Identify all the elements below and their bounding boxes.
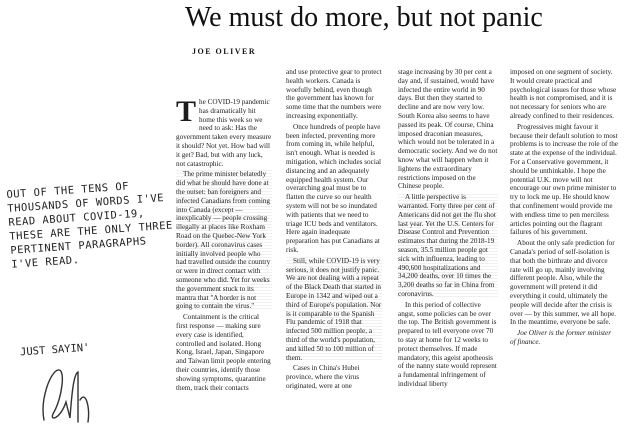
signature-scribble <box>36 360 96 430</box>
byline: JOE OLIVER <box>192 47 257 56</box>
paragraph: Containment is the critical first response — making sure every case is identified, controlled and isolated. Hong Kong, Israel, Japan, Singapore and Taiwan limit people entering their countries, identify those showing symptoms, quarantine them, track their contacts <box>176 313 271 392</box>
author-tagline: Joe Oliver is the former minister of finance. <box>510 329 612 346</box>
paragraph: Once hundreds of people have been infected, preventing more from coming in, while helpful, isn't enough. What is needed is mitigation, which includes social distancing and an adequately equipped health system. Our overarching goal must be to flatten the curve so our health system will not be so inundated with patients that we need to triage ICU beds and ventilators. Here again inadequate preparation has put Canadians at risk. <box>286 122 382 254</box>
paragraph: Progressives might favour it because their default solution to most problems is to increase the role of the state at the expense of the individual. For a Conservative government, it should be unthinkable. I hope the potential U.K. move will not encourage our own prime minister to try to lock me up. He should know that confinement would provide me with endless time to pen merciless articles pointing out the flagrant failures of his government. <box>510 122 618 237</box>
paragraph: About the only safe prediction for Canada's period of self-isolation is that both the birthrate and divorce rate will go up, mainly involving different people. Also, while the government will pretend it did everything it could, ultimately the people will decide after the crisis is over — by this summer, we all hope. In the meantime, everyone be safe. <box>510 239 617 327</box>
paragraph-highlighted: The prime minister belatedly did what he should have done at the outset: ban foreigners and infected Canadians from coming into Canada (except — inexplicably — people crossing illegally at places like Roxham Road on the Quebec-New York border). All coronavirus cases initially involved people who had travelled outside the country or were in direct contact with someone who did. Yet for weeks the government stuck to its mantra that "A border is not going to contain the virus." <box>176 170 271 311</box>
article-column-1 <box>176 98 272 444</box>
article-column-4 <box>510 68 618 444</box>
paragraph: stage increasing by 30 per cent a day and, if sustained, would have infected the entire world in 90 days. But then they started to decline and are now very low. South Korea also seems to have passed its peak. Of course, China imposed draconian measures, which would not be tolerated in a democratic society. And we do not know what will happen when it lightens the extraordinary restrictions imposed on the Chinese people. <box>398 68 498 191</box>
paragraph: In this period of collective angst, some policies can be over the top. The British government is prepared to tell everyone over 70 to stay at home for 12 weeks to protect themselves. If made mandatory, this ageist apotheosis of the nanny state would represent a fundamental infringement of individual liberty <box>398 300 497 388</box>
paragraph: imposed on one segment of society. It would create practical and psychological issues for those whose health is not compromised, and it is not necessary for seniors who are already confined to their residences. <box>510 68 617 120</box>
paragraph: The COVID-19 pandemic has dramatically hit home this week so we need to ask: Has the government taken every measure it should? Not yet. How bad will it get? Bad, but with any luck, not catastrophic. <box>176 98 272 168</box>
paragraph: and use protective gear to protect health workers. Canada is woefully behind, even though the government has known for some time that the numbers were increasing exponentially. <box>286 68 382 120</box>
paragraph: Cases in China's Hubei province, where the virus originated, were at one <box>286 364 360 390</box>
article-headline: We must do more, but not panic <box>185 2 543 33</box>
article-column-2 <box>286 68 382 444</box>
handwritten-note: OUT OF THE TENS OF THOUSANDS OF WORDS I'VE READ ABOUT COVID-19, THESE ARE THE ONLY THREE PERTINENT PARAGRAPHS I'VE READ. <box>6 180 174 271</box>
handwritten-sign-off: JUST SAYIN' <box>19 341 90 359</box>
paragraph-highlighted: Still, while COVID-19 is very serious, it does not justify panic. We are not dealing with a repeat of the Black Death that started in Europe in 1342 and wiped out a third of Europe's population. Nor is it comparable to the Spanish Flu pandemic of 1918 that infected 500 million people, a third of the world's population, and killed 50 to 100 million of them. <box>286 256 382 362</box>
article-column-3 <box>398 68 498 444</box>
paragraph-highlighted: A little perspective is warranted. Forty three per cent of Americans did not get the flu shot last year. Yet the U.S. Centers for Disease Control and Prevention estimates that during the 2018-19 season, 35.5 million people got sick with influenza, leading to 490,600 hospitalizations and 34,200 deaths, over 10 times the 3,200 deaths so far in China from coronavirus. <box>398 193 498 299</box>
drop-cap: T <box>176 98 197 128</box>
